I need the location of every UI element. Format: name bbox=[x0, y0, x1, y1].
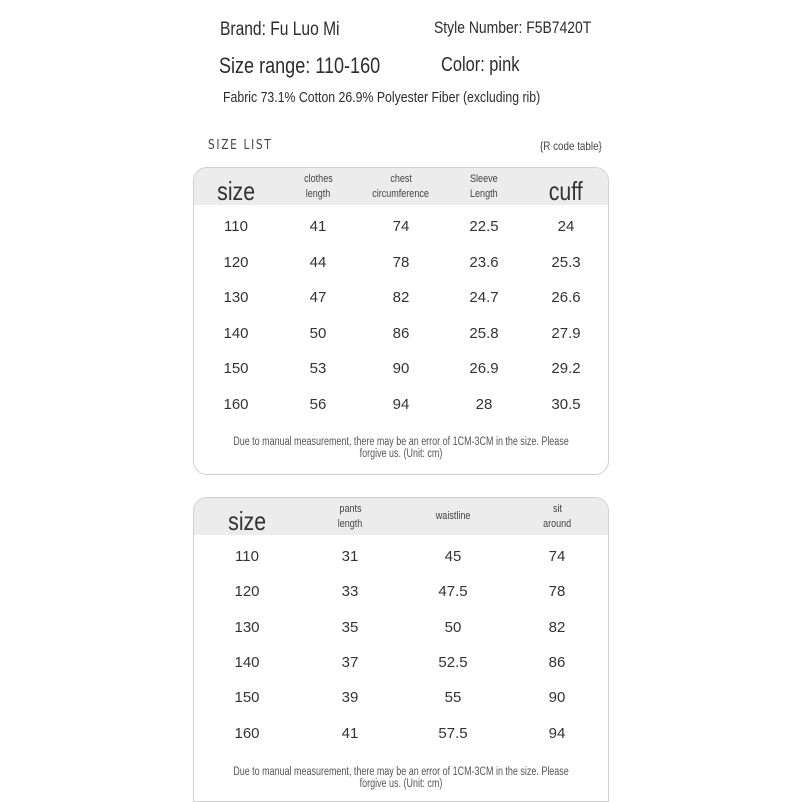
cell-sit-around: 86 bbox=[548, 653, 566, 671]
measurement-note: Due to manual measurement, there may be an error of 1CM-3CM in the size. Please forgive us. (Unit: cm) bbox=[233, 766, 569, 790]
header-pants-length: pants length bbox=[337, 502, 363, 530]
cell-waistline: 50 bbox=[444, 618, 462, 636]
cell-size: 120 bbox=[223, 253, 249, 271]
cell-waistline: 47.5 bbox=[438, 583, 468, 601]
cell-cuff: 30.5 bbox=[551, 395, 581, 413]
header-clothes-length: clothes length bbox=[303, 172, 333, 200]
cell-clothes-length: 50 bbox=[309, 324, 327, 342]
cell-clothes-length: 56 bbox=[309, 395, 327, 413]
cell-sleeve-length: 22.5 bbox=[469, 218, 499, 235]
cell-pants-length: 35 bbox=[341, 618, 359, 636]
cell-size: 140 bbox=[223, 324, 249, 342]
cell-clothes-length: 41 bbox=[309, 218, 327, 235]
cell-pants-length: 41 bbox=[341, 724, 359, 742]
cell-sit-around: 94 bbox=[548, 724, 566, 742]
cell-sleeve-length: 28 bbox=[475, 395, 493, 413]
cell-size: 110 bbox=[235, 548, 259, 565]
pants-table-header bbox=[194, 498, 608, 535]
cell-chest: 82 bbox=[392, 289, 410, 306]
brand-label: Brand: Fu Luo Mi bbox=[220, 19, 340, 40]
cell-sleeve-length: 24.7 bbox=[469, 289, 499, 306]
table-row bbox=[194, 574, 608, 609]
cell-clothes-length: 47 bbox=[309, 289, 327, 306]
header-sit-around: sit around bbox=[542, 502, 572, 530]
cell-size: 130 bbox=[223, 289, 249, 306]
cell-chest: 90 bbox=[392, 360, 410, 377]
cell-chest: 94 bbox=[392, 395, 410, 413]
code-table-label: {R code table} bbox=[540, 139, 602, 153]
table-row bbox=[194, 316, 608, 351]
pants-size-table bbox=[193, 497, 609, 802]
cell-waistline: 55 bbox=[444, 689, 462, 707]
cell-cuff: 25.3 bbox=[551, 253, 581, 271]
table-row bbox=[194, 209, 608, 244]
cell-size: 110 bbox=[224, 218, 248, 235]
cell-size: 140 bbox=[234, 653, 260, 671]
cell-size: 160 bbox=[223, 395, 249, 413]
cell-cuff: 24 bbox=[557, 218, 575, 235]
cell-sleeve-length: 26.9 bbox=[469, 360, 499, 377]
header-size: size bbox=[217, 176, 255, 206]
tops-table-header bbox=[194, 168, 608, 205]
cell-chest: 78 bbox=[392, 253, 410, 271]
cell-size: 160 bbox=[234, 724, 260, 742]
cell-sleeve-length: 23.6 bbox=[469, 253, 499, 271]
cell-cuff: 26.6 bbox=[551, 289, 581, 306]
table-row bbox=[194, 280, 608, 315]
table-row bbox=[194, 645, 608, 680]
size-list-title: SIZE LIST bbox=[208, 138, 273, 153]
style-number-label: Style Number: F5B7420T bbox=[434, 18, 592, 37]
table-row bbox=[194, 351, 608, 386]
fabric-label: Fabric 73.1% Cotton 26.9% Polyester Fiber (excluding rib) bbox=[223, 89, 541, 106]
cell-waistline: 52.5 bbox=[438, 653, 468, 671]
cell-clothes-length: 44 bbox=[309, 253, 327, 271]
header-waistline: waistline bbox=[435, 510, 471, 522]
table-row bbox=[194, 387, 608, 422]
cell-sit-around: 78 bbox=[548, 583, 566, 601]
cell-size: 120 bbox=[234, 583, 260, 601]
tops-size-table bbox=[193, 167, 609, 475]
cell-cuff: 29.2 bbox=[551, 360, 581, 377]
cell-pants-length: 31 bbox=[341, 548, 359, 565]
cell-waistline: 57.5 bbox=[438, 724, 468, 742]
cell-pants-length: 39 bbox=[341, 689, 359, 707]
cell-pants-length: 37 bbox=[341, 653, 359, 671]
cell-chest: 86 bbox=[392, 324, 410, 342]
cell-cuff: 27.9 bbox=[551, 324, 581, 342]
cell-size: 130 bbox=[234, 618, 260, 636]
header-size: size bbox=[228, 506, 266, 536]
cell-size: 150 bbox=[234, 689, 260, 707]
color-label: Color: pink bbox=[441, 54, 520, 76]
measurement-note: Due to manual measurement, there may be an error of 1CM-3CM in the size. Please forgive us. (Unit: cm) bbox=[233, 436, 569, 460]
table-row bbox=[194, 245, 608, 280]
cell-sit-around: 74 bbox=[548, 548, 566, 565]
cell-sit-around: 82 bbox=[548, 618, 566, 636]
cell-chest: 74 bbox=[392, 218, 410, 235]
table-row bbox=[194, 716, 608, 751]
cell-size: 150 bbox=[223, 360, 249, 377]
cell-waistline: 45 bbox=[444, 548, 462, 565]
header-sleeve-length: Sleeve Length bbox=[470, 172, 498, 200]
table-row bbox=[194, 539, 608, 574]
size-range-label: Size range: 110-160 bbox=[219, 53, 381, 78]
table-row bbox=[194, 680, 608, 715]
cell-sleeve-length: 25.8 bbox=[469, 324, 499, 342]
header-cuff: cuff bbox=[549, 176, 583, 206]
table-row bbox=[194, 610, 608, 645]
header-chest-circumference: chest circumference bbox=[372, 172, 430, 200]
cell-sit-around: 90 bbox=[548, 689, 566, 707]
cell-clothes-length: 53 bbox=[309, 360, 327, 377]
cell-pants-length: 33 bbox=[341, 583, 359, 601]
